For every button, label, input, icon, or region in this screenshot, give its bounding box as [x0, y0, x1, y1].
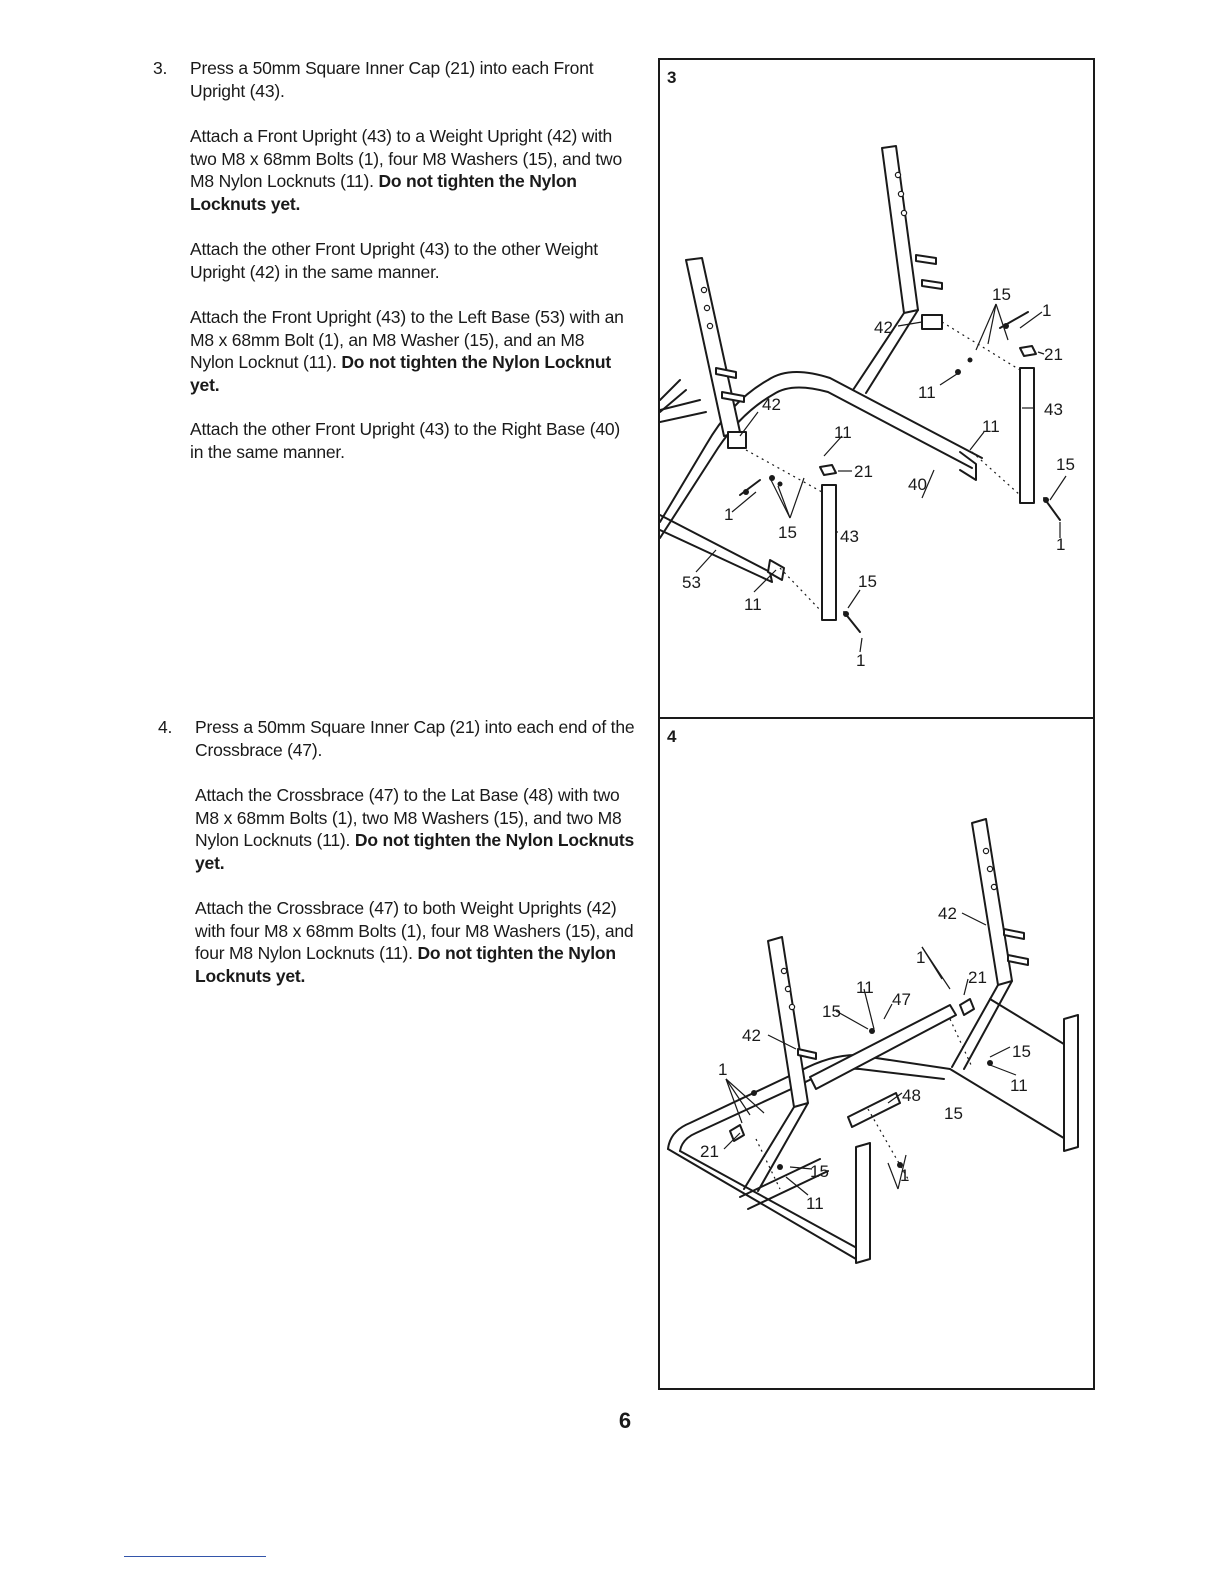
- callout: 48: [902, 1086, 921, 1105]
- callout: 11: [982, 417, 1000, 436]
- lat-base: [848, 1093, 900, 1127]
- warning-text: Do not tighten the Nylon Locknuts yet.: [195, 943, 616, 986]
- instruction-paragraph: Attach the other Front Upright (43) to the other Weight Upright (42) in the same manner.: [190, 239, 598, 282]
- page-number: 6: [618, 1408, 632, 1433]
- callout: 21: [968, 968, 987, 987]
- figure-3-diagram: [660, 60, 1093, 719]
- warning-text: Do not tighten the Nylon Locknut yet.: [190, 352, 612, 395]
- callouts: [682, 285, 1075, 670]
- warning-text: Do not tighten the Nylon Locknuts yet.: [190, 171, 577, 214]
- callout: 11: [806, 1194, 824, 1213]
- callout: 1: [1042, 301, 1052, 320]
- callout: 1: [856, 651, 866, 670]
- inner-cap-right: [1020, 346, 1036, 356]
- step-number: 3.: [153, 58, 168, 78]
- weight-upright-right: [853, 146, 942, 393]
- callout: 1: [916, 948, 926, 967]
- weight-upright-left: [744, 937, 816, 1191]
- callout: 15: [1012, 1042, 1031, 1061]
- instruction-paragraph: Attach the other Front Upright (43) to the Right Base (40) in the same manner.: [190, 419, 621, 462]
- callout: 21: [854, 462, 873, 481]
- callout: 11: [1010, 1076, 1028, 1095]
- callout: 11: [856, 978, 874, 997]
- callout: 43: [840, 527, 859, 546]
- callout: 15: [992, 285, 1011, 304]
- instruction-paragraph: Press a 50mm Square Inner Cap (21) into each Front Upright (43).: [190, 58, 594, 101]
- inner-cap-left: [820, 465, 836, 475]
- figure-label: 3: [667, 68, 677, 87]
- callout: 11: [918, 383, 936, 402]
- callout: 47: [892, 990, 911, 1009]
- callout: 15: [778, 523, 797, 542]
- figure-4-diagram: [660, 719, 1093, 1388]
- figure-4-panel: [658, 717, 1095, 1390]
- callout: 11: [834, 423, 852, 442]
- inner-cap: [960, 999, 974, 1015]
- callout: 1: [1056, 535, 1066, 554]
- front-upright-right: [1020, 368, 1034, 503]
- instruction-paragraph: Attach a Front Upright (43) to a Weight Upright (42) with two M8 x 68mm Bolts (1), four M8 Washers (15), and two M8 Nylon Locknuts (11). Do not tighten the Nylon Locknuts yet.: [190, 126, 623, 214]
- callout: 1: [900, 1166, 910, 1185]
- step-number: 4.: [158, 717, 173, 737]
- warning-text: Do not tighten the Nylon Locknuts yet.: [195, 830, 635, 873]
- callout: 42: [742, 1026, 761, 1045]
- callout: 15: [822, 1002, 841, 1021]
- instruction-paragraph: Attach the Crossbrace (47) to both Weight Uprights (42) with four M8 x 68mm Bolts (1), four M8 Washers (15), and four M8 Nylon Locknuts (11). Do not tighten the Nylon Locknuts yet.: [195, 898, 634, 986]
- front-upright-left: [822, 485, 836, 620]
- instruction-paragraph: Press a 50mm Square Inner Cap (21) into each end of the Crossbrace (47).: [195, 717, 635, 760]
- callout: 42: [938, 904, 957, 923]
- callout: 11: [744, 595, 762, 614]
- callout: 42: [874, 318, 893, 337]
- weight-upright-right: [952, 819, 1028, 1069]
- callout: 40: [908, 475, 927, 494]
- instruction-paragraph: Attach the Front Upright (43) to the Left Base (53) with an M8 x 68mm Bolt (1), an M8 Washer (15), and an M8 Nylon Locknut (11). Do not tighten the Nylon Locknut yet.: [190, 307, 624, 395]
- callout: 43: [1044, 400, 1063, 419]
- callout: 21: [700, 1142, 719, 1161]
- callout: 21: [1044, 345, 1063, 364]
- callout: 1: [718, 1060, 728, 1079]
- hardware: [740, 312, 1060, 632]
- callout: 1: [724, 505, 734, 524]
- figure-label: 4: [667, 727, 677, 746]
- instruction-paragraph: Attach the Crossbrace (47) to the Lat Base (48) with two M8 x 68mm Bolts (1), two M8 Washers (15), and two M8 Nylon Locknuts (11). Do not tighten the Nylon Locknuts yet.: [195, 785, 635, 873]
- figure-3-panel: [658, 58, 1095, 721]
- callout: 15: [858, 572, 877, 591]
- callout: 15: [1056, 455, 1075, 474]
- step-4: [158, 716, 638, 996]
- footer-rule: [124, 1556, 266, 1557]
- callout: 15: [944, 1104, 963, 1123]
- callout: 42: [762, 395, 781, 414]
- step-3: [153, 57, 633, 477]
- inner-cap: [730, 1125, 744, 1141]
- callout: 15: [810, 1162, 829, 1181]
- callout: 53: [682, 573, 701, 592]
